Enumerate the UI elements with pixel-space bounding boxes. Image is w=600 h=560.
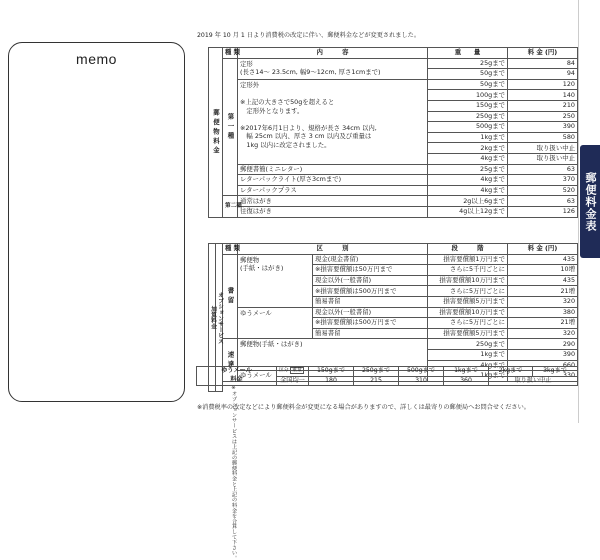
table-row: ゆうメール 区分 重量 150gまで 250gまで 500gまで 1kgまで 2kgまで 3kgまで: [197, 367, 578, 377]
col-header-kind: 種 類: [223, 244, 238, 255]
addition-label: 加算料金: [209, 244, 216, 392]
class2-label: 第二種: [223, 196, 238, 217]
side-tab[interactable]: [580, 145, 600, 258]
table-row: レターパックプラス 4kgまで 520: [209, 185, 578, 196]
table-row: ゆうメール 1kgまで 330: [209, 371, 578, 382]
teikeigai-desc: 定形外 ※上記の大きさで50gを超えると 定形外となります。 ※2017年6月1日より、規格が長さ 34cm 以内, 幅 25cm 以内、厚さ 3 cm 以内及び重量は 1kg 以内に改定されました。: [238, 79, 428, 164]
table-row: 2kgまで 取り扱い中止: [209, 143, 578, 154]
table-row: 料金 全国均一 180 215 310 360 取り扱い中止: [197, 376, 578, 386]
option-note: ※オプションサービスは上記の郵便料金と上記の料金を合算して下さい。: [230, 384, 237, 560]
table-row: ※損害要償額は500万円まで さらに5万円ごとに 21増: [209, 318, 578, 329]
col-header-stage: 段 階: [428, 244, 508, 255]
col-header-weight: 重 量: [428, 48, 508, 59]
table-row: 1kgまで 580: [209, 132, 578, 143]
table-row: ※損害要償額は500万円まで さらに5万円ごとに 21増: [209, 286, 578, 297]
sokutatsu-label: 速達: [223, 339, 238, 381]
col-header-kind: 種 類: [223, 48, 238, 59]
table-row: レターパックライト(厚さ3cmまで) 4kgまで 370: [209, 175, 578, 186]
table-header-row: [209, 48, 578, 59]
table-row: 150gまで 210: [209, 100, 578, 111]
teikei-desc: 定形 (長さ14〜 23.5cm, 幅9〜12cm, 厚さ1cmまで): [238, 58, 428, 79]
table-row: 500gまで 390: [209, 122, 578, 133]
table-header-row: [209, 244, 578, 255]
table-row: 4kgまで 取り扱い中止: [209, 153, 578, 164]
section-label-postal: 郵便物料金: [209, 48, 223, 218]
yumail-label: ゆうメール: [238, 307, 313, 339]
table-row: 100gまで 140: [209, 90, 578, 101]
kakitome-label: 書留: [223, 254, 238, 339]
table-row: 簡易書留 損害要償額5万円まで 320: [209, 328, 578, 339]
all-region-label: 全国均一: [277, 376, 309, 386]
col-header-price: 料 金 (円): [508, 244, 578, 255]
table-row: ゆうメール 現金以外(一般書留) 損害要償額10万円まで 380: [209, 307, 578, 318]
table-row: 簡易書留 損害要償額5万円まで 320: [209, 296, 578, 307]
side-tab-label: 郵便料金表: [584, 171, 597, 232]
yumail-rate-label-bottom: 料金: [197, 376, 277, 386]
class1-label: 第一種: [223, 58, 238, 196]
page-edge-rule: [578, 0, 579, 423]
postal-rate-table: [208, 47, 578, 218]
kubun-juryo-cell: 区分 重量: [277, 367, 309, 377]
sokutatsu-yumail: ゆうメール: [238, 371, 428, 382]
option-label: オプションサービス: [216, 244, 223, 392]
yubinbutsu-label: 郵便物 (手紙・はがき): [238, 254, 313, 307]
table-row: 250gまで 250: [209, 111, 578, 122]
table-row: 1kgまで 390: [209, 349, 578, 360]
yumail-rate-label-top: ゆうメール: [197, 367, 277, 377]
table-row: ※損害要償額は50万円まで さらに5千円ごとに 10増: [209, 265, 578, 276]
sokutatsu-item: 郵便物(手紙・はがき): [238, 339, 428, 371]
table-row: 定形外 ※上記の大きさで50gを超えると 定形外となります。 ※2017年6月1日より、規格が長さ 34cm 以内, 幅 25cm 以内、厚さ 3 cm 以内及び重量は 1kg 以内に改定されました。 50gまで 120: [209, 79, 578, 90]
memo-panel: [8, 42, 185, 402]
col-header-price: 料 金 (円): [508, 48, 578, 59]
memo-title: memo: [76, 51, 117, 67]
table-row: 50gまで 94: [209, 69, 578, 80]
table-row: 速達 郵便物(手紙・はがき) 250gまで 290: [209, 339, 578, 350]
col-header-category: 区 別: [238, 244, 428, 255]
col-header-content: 内 容: [238, 48, 428, 59]
rate-change-notice: 2019 年 10 月 1 日より消費税の改定に伴い、郵便料金などが変更されました。: [197, 32, 421, 39]
table-row: 第二種 通常はがき 2g以上6gまで 63: [209, 196, 578, 207]
footnote: ※消費税率の改定などにより郵便料金が変更になる場合がありますので、詳しくは最寄りの郵便局へお問合せください。: [197, 404, 530, 411]
table-row: 書留 郵便物 (手紙・はがき) 現金(現金書留) 損害要償額1万円まで 435: [209, 254, 578, 265]
table-row: 4kgまで 660: [209, 360, 578, 371]
table-row: 往復はがき 4g以上12gまで 126: [209, 206, 578, 217]
table-row: 現金以外(一般書留) 損害要償額10万円まで 435: [209, 275, 578, 286]
yumail-rate-table: [196, 366, 578, 386]
table-row: 郵便書簡(ミニレター) 25gまで 63: [209, 164, 578, 175]
table-row: 第一種 定形 (長さ14〜 23.5cm, 幅9〜12cm, 厚さ1cmまで) 25gまで 84: [209, 58, 578, 69]
